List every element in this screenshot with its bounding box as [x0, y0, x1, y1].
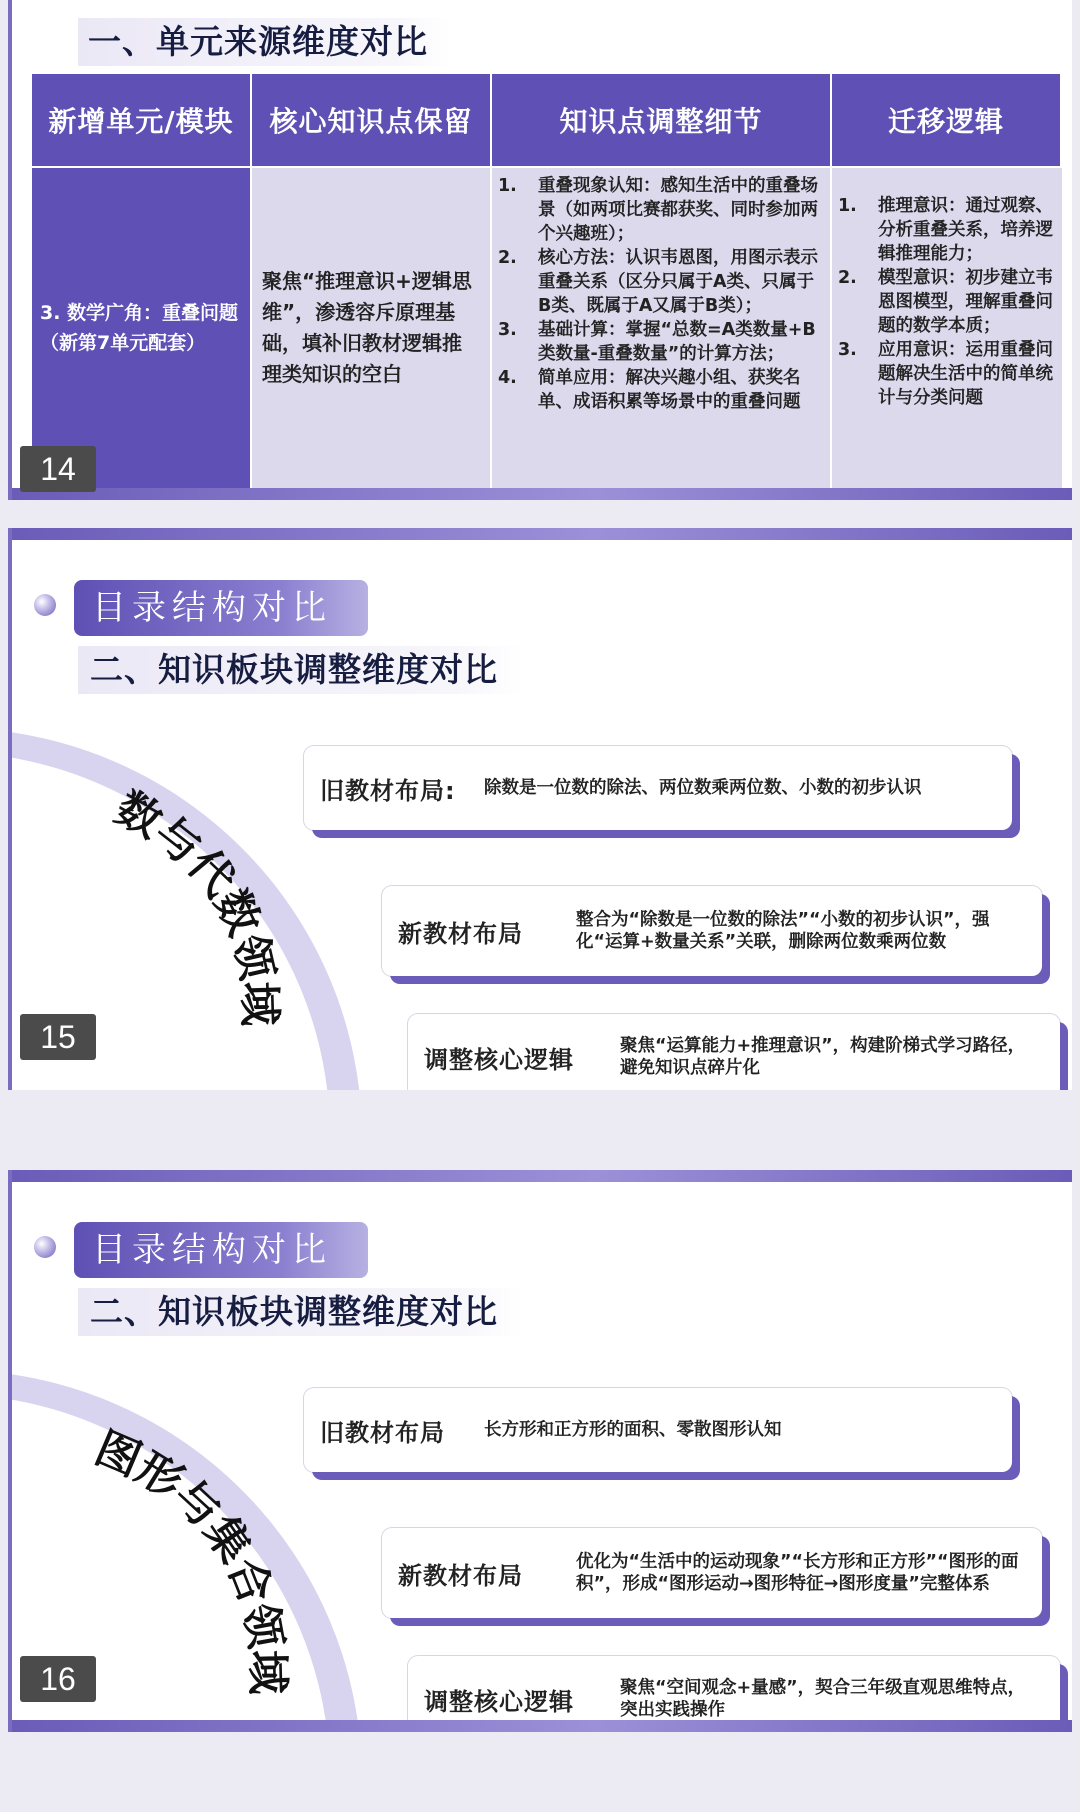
cell-details — [492, 166, 832, 488]
table-header-details: 知识点调整细节 — [492, 74, 832, 166]
core-logic-text: 聚焦“运算能力+推理意识”，构建阶梯式学习路径，避免知识点碎片化 — [620, 1036, 1026, 1078]
new-layout-card — [382, 1528, 1042, 1618]
new-layout-card — [382, 886, 1042, 976]
comparison-table — [32, 74, 1062, 488]
table-header-logic: 迁移逻辑 — [832, 74, 1062, 166]
list-num: 3. — [498, 320, 517, 340]
header-band — [12, 1170, 1072, 1182]
list-text: 核心方法：认识韦恩图，用图示表示重叠关系（区分只属于A类、只属于B类、既属于A又属于B类）； — [538, 248, 818, 316]
domain-label: 数与代数领域 — [107, 782, 285, 1027]
footer-band — [12, 488, 1072, 500]
slide-number: 15 — [20, 1014, 96, 1060]
slide-title: 二、知识板块调整维度对比 — [78, 1288, 522, 1336]
list-text: 应用意识：运用重叠问题解决生活中的简单统计与分类问题 — [878, 340, 1053, 408]
list-item — [838, 338, 1054, 410]
list-num: 2. — [838, 268, 857, 288]
list-item — [498, 366, 822, 414]
slide-number: 16 — [20, 1656, 96, 1702]
section-pill: 目录结构对比 — [74, 1222, 368, 1278]
header-band — [12, 528, 1072, 540]
old-layout-label: 旧教材布局: — [320, 776, 456, 805]
slide-15 — [8, 528, 1072, 1090]
core-logic-card — [408, 1014, 1060, 1090]
cell-core-text: 聚焦“推理意识+逻辑思维”，渗透容斥原理基础，填补旧教材逻辑推理类知识的空白 — [262, 269, 472, 386]
list-num: 1. — [838, 196, 857, 216]
old-layout-card — [304, 746, 1012, 830]
svg-text:图形与集合领域 — [88, 1423, 293, 1695]
list-num: 3. — [838, 340, 857, 360]
slide-number: 14 — [20, 446, 96, 492]
table-header-core: 核心知识点保留 — [252, 74, 492, 166]
old-layout-text: 长方形和正方形的面积、零散图形认知 — [484, 1420, 782, 1440]
old-layout-label: 旧教材布局 — [320, 1418, 445, 1447]
old-layout-card — [304, 1388, 1012, 1472]
old-layout-text: 除数是一位数的除法、两位数乘两位数、小数的初步认识 — [484, 778, 922, 798]
new-layout-label: 新教材布局 — [398, 1561, 523, 1590]
list-item — [498, 174, 822, 246]
new-layout-label: 新教材布局 — [398, 919, 523, 948]
cell-logic — [832, 166, 1062, 488]
list-item — [498, 246, 822, 318]
bullet-orb-icon — [34, 1236, 56, 1258]
list-text: 基础计算：掌握“总数=A类数量+B类数量-重叠数量”的计算方法； — [538, 320, 816, 364]
core-logic-label: 调整核心逻辑 — [424, 1045, 574, 1074]
domain-curved-text — [72, 1420, 332, 1710]
slide-title: 一、单元来源维度对比 — [78, 18, 450, 66]
list-text: 模型意识：初步建立韦恩图模型，理解重叠问题的数学本质； — [878, 268, 1053, 336]
cell-unit — [32, 166, 252, 488]
table-header-unit: 新增单元/模块 — [32, 74, 252, 166]
new-layout-text: 整合为“除数是一位数的除法”“小数的初步认识”，强化“运算+数量关系”关联，删除两位数乘两位数 — [576, 910, 990, 952]
new-layout-text: 优化为“生活中的运动现象”“长方形和正方形”“图形的面积”，形成“图形运动→图形特征→图形度量”完整体系 — [576, 1552, 1019, 1594]
list-item — [838, 194, 1054, 266]
list-text: 重叠现象认知：感知生活中的重叠场景（如两项比赛都获奖、同时参加两个兴趣班）； — [538, 176, 818, 244]
cell-unit-text: 3. 数学广角：重叠问题（新第7单元配套） — [40, 302, 239, 354]
list-num: 1. — [498, 176, 517, 196]
core-logic-text: 聚焦“空间观念+量感”，契合三年级直观思维特点，突出实践操作 — [620, 1678, 1026, 1720]
list-item — [498, 318, 822, 366]
footer-band — [12, 1720, 1072, 1732]
slide-14 — [8, 0, 1072, 500]
core-logic-label: 调整核心逻辑 — [424, 1687, 574, 1716]
list-num: 2. — [498, 248, 517, 268]
list-item — [838, 266, 1054, 338]
bullet-orb-icon — [34, 594, 56, 616]
domain-curved-text — [72, 778, 332, 1068]
section-pill: 目录结构对比 — [74, 580, 368, 636]
slide-16 — [8, 1170, 1072, 1732]
cell-core — [252, 166, 492, 488]
list-num: 4. — [498, 368, 517, 388]
slide-title: 二、知识板块调整维度对比 — [78, 646, 522, 694]
list-text: 简单应用：解决兴趣小组、获奖名单、成语积累等场景中的重叠问题 — [538, 368, 801, 412]
svg-text:数与代数领域 — [107, 782, 285, 1026]
domain-label: 图形与集合领域 — [87, 1422, 293, 1695]
list-text: 推理意识：通过观察、分析重叠关系，培养逻辑推理能力； — [878, 196, 1053, 264]
